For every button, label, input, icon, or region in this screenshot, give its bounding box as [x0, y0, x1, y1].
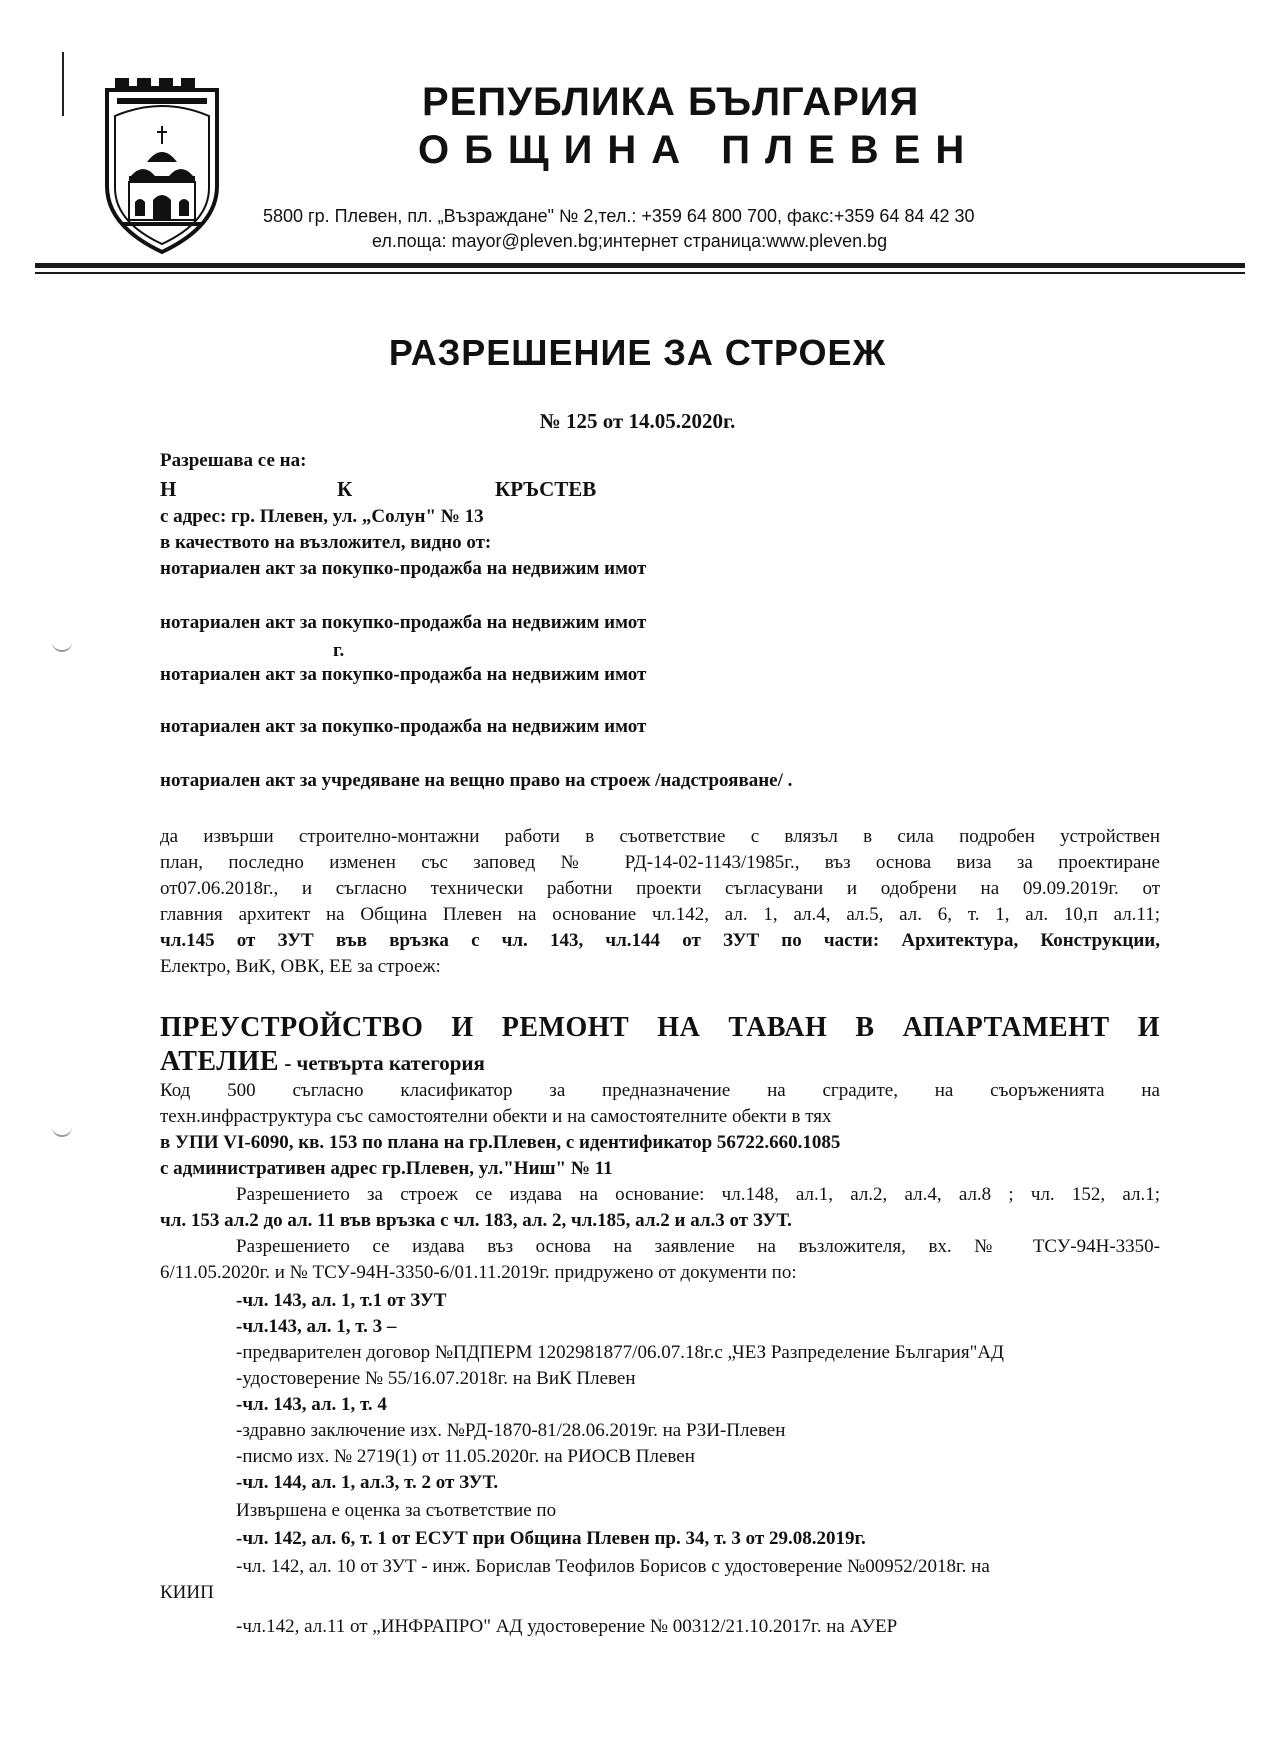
document-item: -предварителен договор №ПДПЕРМ 1202981877/06.07.18г.с „ЧЕЗ Разпределение България"АД	[236, 1342, 1005, 1363]
deed-line: нотариален акт за покупко-продажба на недвижим имот	[160, 612, 647, 633]
body-line: да извърши строително-монтажни работи в съответствие с влязъл в сила подробен устройствен	[160, 826, 1160, 847]
grantee-address: с адрес: гр. Плевен, ул. „Солун" № 13	[160, 506, 484, 527]
project-category: - четвърта категория	[279, 1051, 485, 1075]
pleven-crest-icon	[103, 76, 221, 254]
deed-line: нотариален акт за покупко-продажба на недвижим имот	[160, 558, 647, 579]
project-title-line2	[160, 1046, 485, 1078]
basis-line: 6/11.05.2020г. и № ТСУ-94Н-3350-6/01.11.2019г. придружено от документи по:	[160, 1262, 797, 1283]
document-item: -здравно заключение изх. №РД-1870-81/28.06.2019г. на РЗИ-Плевен	[236, 1420, 786, 1441]
basis-line: Разрешението се издава въз основа на заявление на възложителя, вх. № ТСУ-94Н-3350-	[236, 1236, 1160, 1257]
header-rule	[35, 263, 1245, 268]
municipality-heading: ОБЩИНА ПЛЕВЕН	[418, 128, 980, 172]
body-line: главния архитект на Община Плевен на основание чл.142, ал. 1, ал.4, ал.5, ал. 6, т. 1, ал. 10,п ал.11;	[160, 904, 1160, 925]
document-item: -чл. 143, ал. 1, т. 4	[236, 1394, 387, 1415]
deed-line: нотариален акт за покупко-продажба на недвижим имот	[160, 664, 647, 685]
deed-line: нотариален акт за покупко-продажба на недвижим имот	[160, 716, 647, 737]
assessment-item: -чл. 142, ал. 6, т. 1 от ЕСУТ при Община Плевен пр. 34, т. 3 от 29.08.2019г.	[236, 1528, 866, 1549]
assessment-intro: Извършена е оценка за съответствие по	[236, 1500, 557, 1521]
project-title: ПРЕУСТРОЙСТВО И РЕМОНТ НА ТАВАН В АПАРТАМЕНТ И	[160, 1012, 1160, 1043]
document-title: РАЗРЕШЕНИЕ ЗА СТРОЕЖ	[388, 332, 887, 373]
grantee-capacity: в качеството на възложител, видно от:	[160, 532, 492, 553]
document-item: -чл.143, ал. 1, т. 3 –	[236, 1316, 397, 1337]
body-line: от07.06.2018г., и съгласно технически работни проекти съгласувани и одобрени на 09.09.2019г. от	[160, 878, 1160, 899]
grantee-intro: Разрешава се на:	[160, 450, 307, 471]
country-heading: РЕПУБЛИКА БЪЛГАРИЯ	[422, 80, 920, 124]
margin-mark	[62, 52, 64, 116]
grantee-middle-name: К	[337, 477, 353, 501]
grantee-first-name: Н	[160, 477, 177, 501]
project-admin-address: с административен адрес гр.Плевен, ул."Ниш" № 11	[160, 1158, 613, 1179]
body-line: Електро, ВиК, ОВК, ЕЕ за строеж:	[160, 956, 441, 977]
body-line: план, последно изменен със заповед № РД-14-02-1143/1985г., въз основа виза за проектиране	[160, 852, 1160, 873]
project-code: Код 500 съгласно класификатор за предназначение на сградите, на съоръженията на	[160, 1080, 1160, 1101]
contact-line: ел.поща: mayor@pleven.bg;интернет страница:www.pleven.bg	[372, 231, 888, 251]
document-item: -удостоверение № 55/16.07.2018г. на ВиК Плевен	[236, 1368, 636, 1389]
basis-line: чл. 153 ал.2 до ал. 11 във връзка с чл. 183, ал. 2, чл.185, ал.2 и ал.3 от ЗУТ.	[160, 1210, 792, 1231]
document-number: № 125 от 14.05.2020г.	[539, 409, 736, 433]
punch-hole-mark	[52, 640, 72, 652]
body-line: чл.145 от ЗУТ във връзка с чл. 143, чл.144 от ЗУТ по части: Архитектура, Конструкции,	[160, 930, 1160, 951]
deed-line: нотариален акт за учредяване на вещно право на строеж /надстрояване/ .	[160, 770, 793, 791]
project-code-cont: техн.инфраструктура със самостоятелни обекти и на самостоятелните обекти в тях	[160, 1106, 832, 1127]
grantee-last-name: КРЪСТЕВ	[495, 477, 597, 501]
address-line: 5800 гр. Плевен, пл. „Възраждане" № 2,тел.: +359 64 800 700, факс:+359 64 84 42 30	[263, 206, 975, 226]
document-item: -писмо изх. № 2719(1) от 11.05.2020г. на РИОСВ Плевен	[236, 1446, 695, 1467]
project-upi: в УПИ VI-6090, кв. 153 по плана на гр.Плевен, с идентификатор 56722.660.1085	[160, 1132, 841, 1153]
document-item: -чл. 143, ал. 1, т.1 от ЗУТ	[236, 1290, 447, 1311]
punch-hole-mark	[52, 1125, 72, 1137]
assessment-item-cont: КИИП	[160, 1582, 214, 1603]
assessment-item: -чл.142, ал.11 от „ИНФРАПРО" АД удостоверение № 00312/21.10.2017г. на АУЕР	[236, 1616, 898, 1637]
project-title-bold: АТЕЛИЕ	[160, 1046, 280, 1077]
document-item: -чл. 144, ал. 1, ал.3, т. 2 от ЗУТ.	[236, 1472, 499, 1493]
deed-fragment: г.	[333, 640, 345, 661]
basis-line: Разрешението за строеж се издава на основание: чл.148, ал.1, ал.2, ал.4, ал.8 ; чл. 152, ал.1;	[236, 1184, 1160, 1205]
assessment-item: -чл. 142, ал. 10 от ЗУТ - инж. Борислав Теофилов Борисов с удостоверение №00952/2018г. на	[236, 1556, 990, 1577]
header-rule-thin	[35, 272, 1245, 274]
